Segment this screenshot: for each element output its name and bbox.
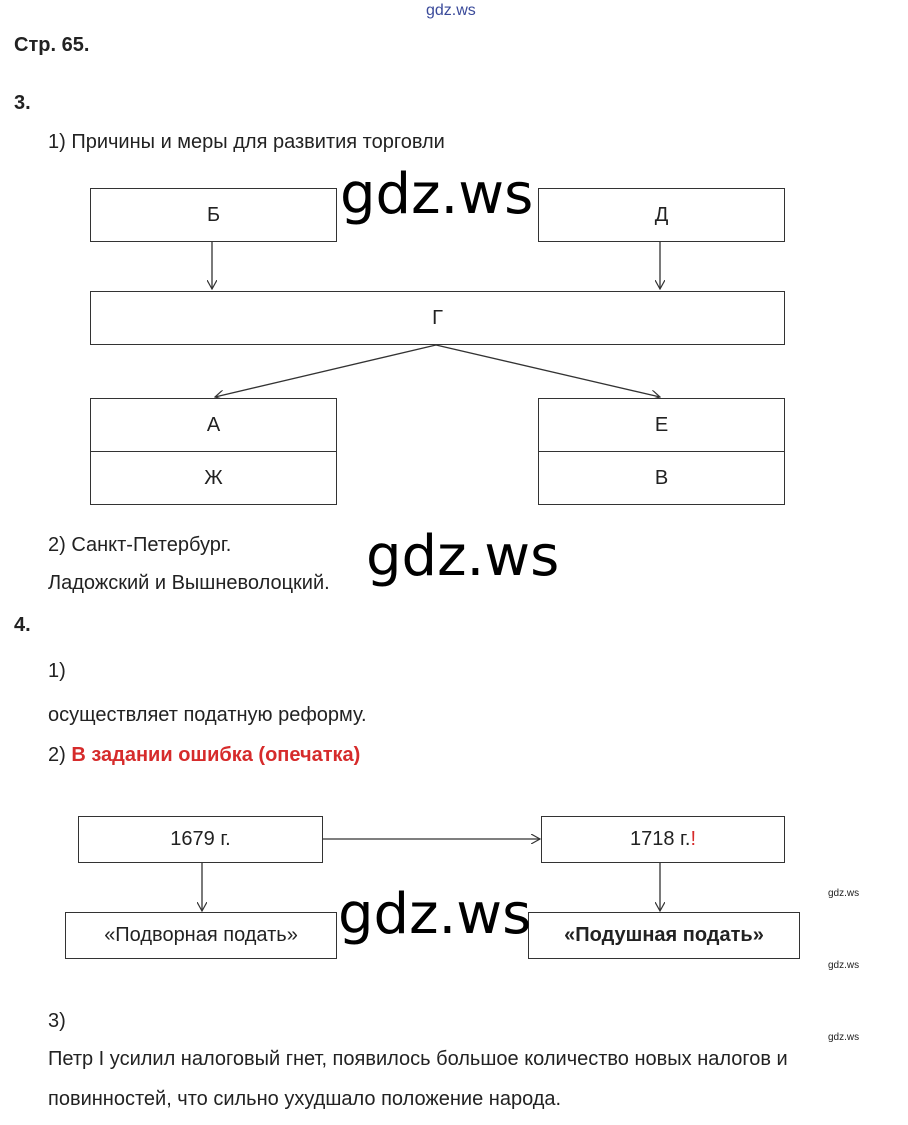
box-podushnaya: «Подушная подать» <box>528 912 800 959</box>
arrow-g-to-e <box>436 345 660 397</box>
watermark-big-1: gdz.ws <box>340 162 534 227</box>
task3-item1-text: 1) Причины и меры для развития торговли <box>48 131 445 153</box>
watermark-small-3: gdz.ws <box>828 1032 860 1043</box>
task4-item1-label: 1) <box>48 660 66 682</box>
watermark-big-3: gdz.ws <box>338 882 532 947</box>
task4-item3-line2: повинностей, что сильно ухудшало положение народа. <box>48 1088 562 1110</box>
box-a: А <box>90 398 337 452</box>
task4-item3-line1: Петр I усилил налоговый гнет, появилось большое количество новых налогов и <box>48 1048 788 1070</box>
box-b: Б <box>90 188 337 242</box>
box-e: Е <box>538 398 785 452</box>
error-note: В задании ошибка (опечатка) <box>71 744 361 766</box>
exclamation-mark: ! <box>690 828 697 850</box>
box-year-1718 <box>541 816 785 863</box>
task4-number: 4. <box>14 614 31 636</box>
year-1718-label: 1718 г. <box>629 828 691 850</box>
box-g: Г <box>90 291 785 345</box>
box-zh: Ж <box>90 451 337 505</box>
task3-number: 3. <box>14 92 31 114</box>
box-v: В <box>538 451 785 505</box>
task3-item2-line1: 2) Санкт-Петербург. <box>48 534 232 556</box>
watermark-big-2: gdz.ws <box>366 524 560 589</box>
watermark-small-2: gdz.ws <box>828 960 860 971</box>
box-d: Д <box>538 188 785 242</box>
task4-item2 <box>48 744 360 767</box>
page-heading: Стр. 65. <box>14 34 90 56</box>
watermark-small-1: gdz.ws <box>828 888 860 899</box>
box-year-1679: 1679 г. <box>78 816 323 863</box>
task4-item2-prefix: 2) <box>48 744 72 766</box>
task3-item2-line2: Ладожский и Вышневолоцкий. <box>48 572 330 594</box>
top-watermark: gdz.ws <box>426 2 476 19</box>
task4-item3-label: 3) <box>48 1010 66 1032</box>
box-podvornaya: «Подворная подать» <box>65 912 337 959</box>
arrow-g-to-a <box>215 345 436 397</box>
task4-item1-text: осуществляет податную реформу. <box>48 704 367 726</box>
